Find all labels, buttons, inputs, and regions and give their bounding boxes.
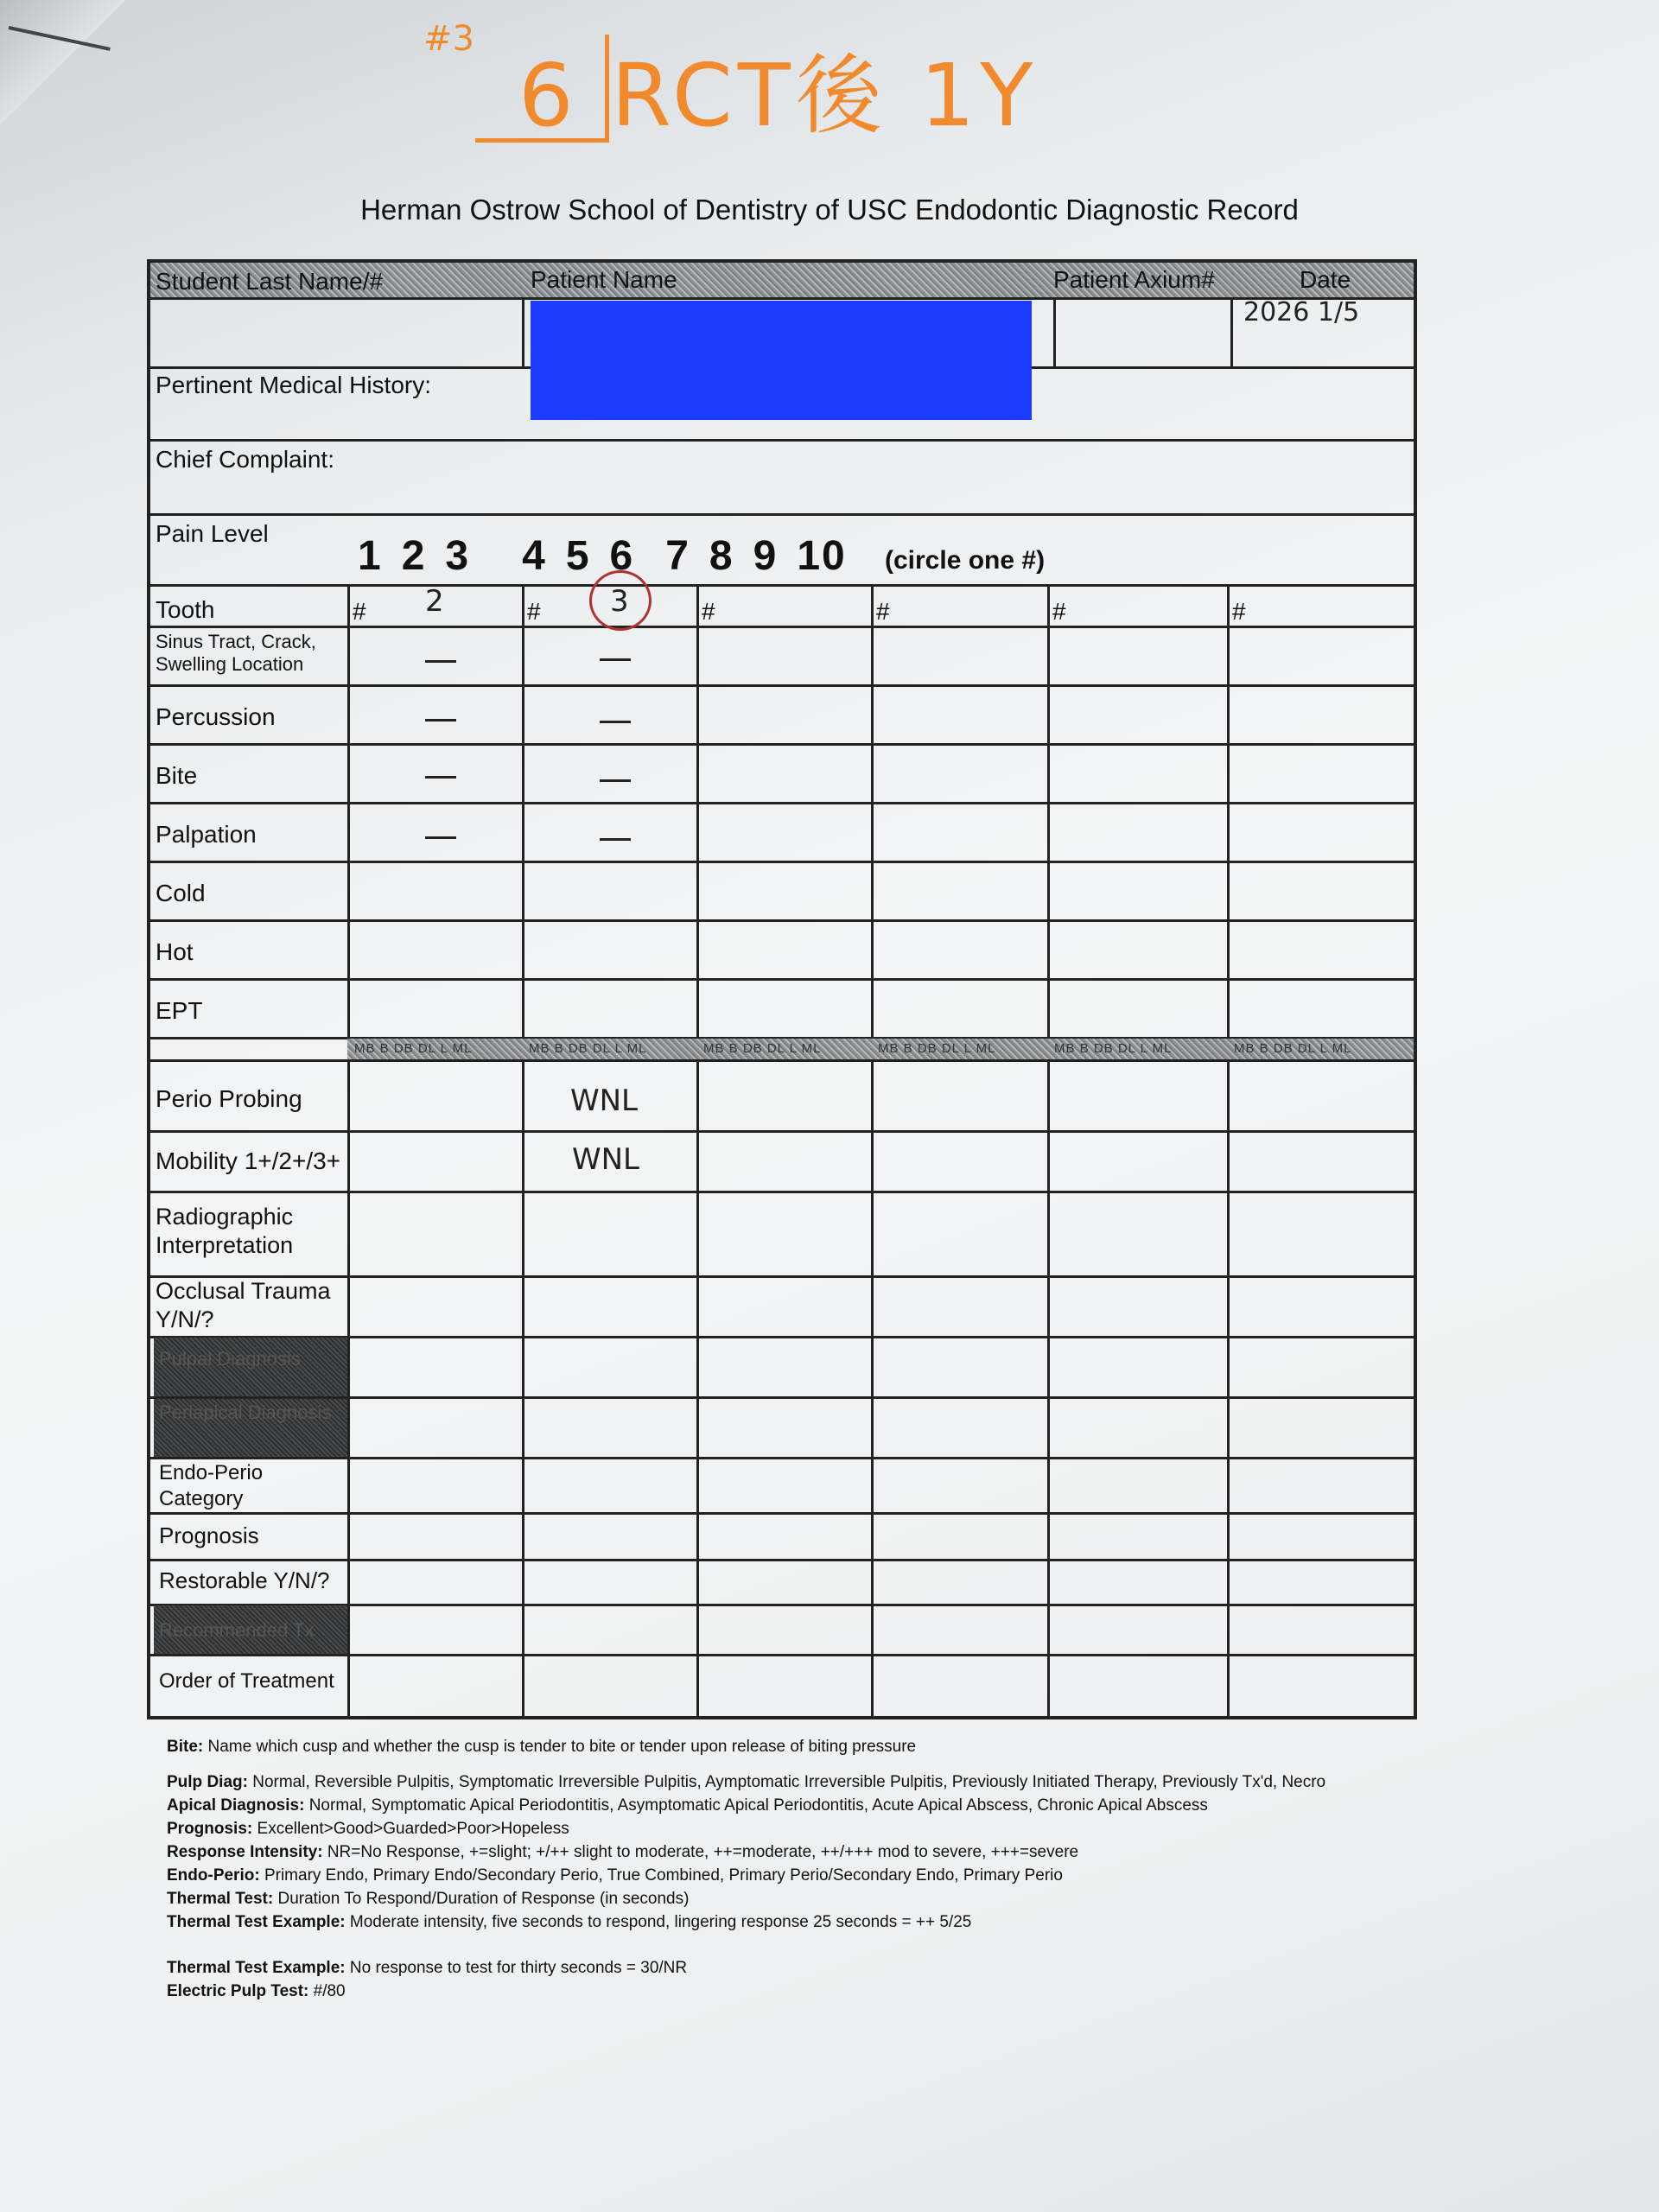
canal-header-1: MB B DB DL L ML <box>354 1041 473 1056</box>
legend-response: Response Intensity: NR=No Response, +=slight; +/++ slight to moderate, ++=moderate, ++/+++ mod to severe, +++=severe <box>167 1843 1079 1861</box>
row-percussion: Percussion <box>156 703 276 730</box>
canal-header-4: MB B DB DL L ML <box>878 1041 996 1056</box>
legend-example-1: Thermal Test Example: Moderate intensity, five seconds to respond, lingering response 25 seconds = ++ 5/25 <box>167 1913 972 1931</box>
row-bite: Bite <box>156 762 198 789</box>
legend-pulp: Pulp Diag: Normal, Reversible Pulpitis, Symptomatic Irreversible Pulpitis, Aymptomatic Irreversible Pulpitis, Previously Initiated Therapy, Previously Tx'd, Necro <box>167 1773 1326 1791</box>
legend-prognosis: Prognosis: Excellent>Good>Guarded>Poor>Hopeless <box>167 1820 569 1838</box>
legend-endo-perio: Endo-Perio: Primary Endo, Primary Endo/Secondary Perio, True Combined, Primary Perio/Secondary Endo, Primary Perio <box>167 1866 1063 1885</box>
handwritten-perio: WNL <box>570 1084 638 1118</box>
axium-header: Patient Axium# <box>1053 266 1215 293</box>
row-mobility: Mobility 1+/2+/3+ <box>156 1147 341 1174</box>
tooth-hash-5: # <box>1052 598 1066 625</box>
tooth-hash-3: # <box>702 598 715 625</box>
legend-example-2: Thermal Test Example: No response to test for thirty seconds = 30/NR <box>167 1959 688 1977</box>
canal-header-3: MB B DB DL L ML <box>703 1041 822 1056</box>
row-hot: Hot <box>156 938 194 965</box>
row-restorable: Restorable Y/N/? <box>159 1567 330 1593</box>
row-cold: Cold <box>156 880 206 906</box>
patient-name-header: Patient Name <box>531 266 677 293</box>
row-recommended: Recommended Tx <box>159 1619 315 1641</box>
document-title: Herman Ostrow School of Dentistry of USC Endodontic Diagnostic Record <box>360 194 1299 226</box>
handwritten-tooth-2: 3 <box>610 584 629 619</box>
handwritten-circle-mark <box>589 570 652 631</box>
row-occlusal: Occlusal Trauma Y/N/? <box>156 1278 331 1332</box>
redaction-box <box>531 301 1032 420</box>
canal-header-2: MB B DB DL L ML <box>529 1041 647 1056</box>
handwritten-mobility: WNL <box>572 1142 639 1177</box>
tooth-hash-1: # <box>353 598 366 625</box>
row-ept: EPT <box>156 997 203 1024</box>
tooth-hash-6: # <box>1232 598 1246 625</box>
handwritten-date: 2026 1/5 <box>1243 297 1360 327</box>
tooth-hash-4: # <box>876 598 890 625</box>
pain-scale: 1 2 3 4 5 6 7 8 9 10 <box>358 533 847 579</box>
tooth-hash-2: # <box>527 598 541 625</box>
row-pulpal: Pulpal Diagnosis <box>159 1348 301 1370</box>
legend-bite: Bite: Name which cusp and whether the cusp is tender to bite or tender upon release of biting pressure <box>167 1738 917 1756</box>
legend-thermal: Thermal Test: Duration To Respond/Duration of Response (in seconds) <box>167 1890 690 1908</box>
row-order: Order of Treatment <box>159 1669 334 1693</box>
row-periapical: Periapical Diagnosis <box>159 1402 332 1423</box>
legend-ept: Electric Pulp Test: #/80 <box>167 1982 346 2000</box>
row-tooth: Tooth <box>156 596 215 623</box>
medical-history-label: Pertinent Medical History: <box>156 372 432 398</box>
circle-one-note: (circle one #) <box>885 546 1046 575</box>
legend-apical: Apical Diagnosis: Normal, Symptomatic Apical Periodontitis, Asymptomatic Apical Periodontitis, Acute Apical Abscess, Chronic Apical Abscess <box>167 1796 1208 1815</box>
handwritten-tooth-tag: #3 <box>423 19 474 59</box>
handwritten-header-note: 6 RCT後 1Y <box>518 45 1039 146</box>
row-endo-perio: Endo-Perio Category <box>159 1461 264 1510</box>
canal-header-6: MB B DB DL L ML <box>1234 1041 1352 1056</box>
row-perio-probing: Perio Probing <box>156 1085 302 1112</box>
chief-complaint-label: Chief Complaint: <box>156 446 334 473</box>
row-radiographic: Radiographic Interpretation <box>156 1204 294 1258</box>
legend <box>167 1735 1428 2003</box>
date-header: Date <box>1300 266 1351 293</box>
student-name-header: Student Last Name/# <box>156 268 384 295</box>
row-prognosis: Prognosis <box>159 1522 259 1548</box>
row-sinus: Sinus Tract, Crack, Swelling Location <box>156 631 316 675</box>
diagnostic-form <box>147 259 1417 1719</box>
handwritten-tooth-1: 2 <box>425 584 444 619</box>
pain-level-label: Pain Level <box>156 520 269 547</box>
row-palpation: Palpation <box>156 821 257 848</box>
page-fold-corner <box>0 0 138 138</box>
canal-header-5: MB B DB DL L ML <box>1054 1041 1173 1056</box>
